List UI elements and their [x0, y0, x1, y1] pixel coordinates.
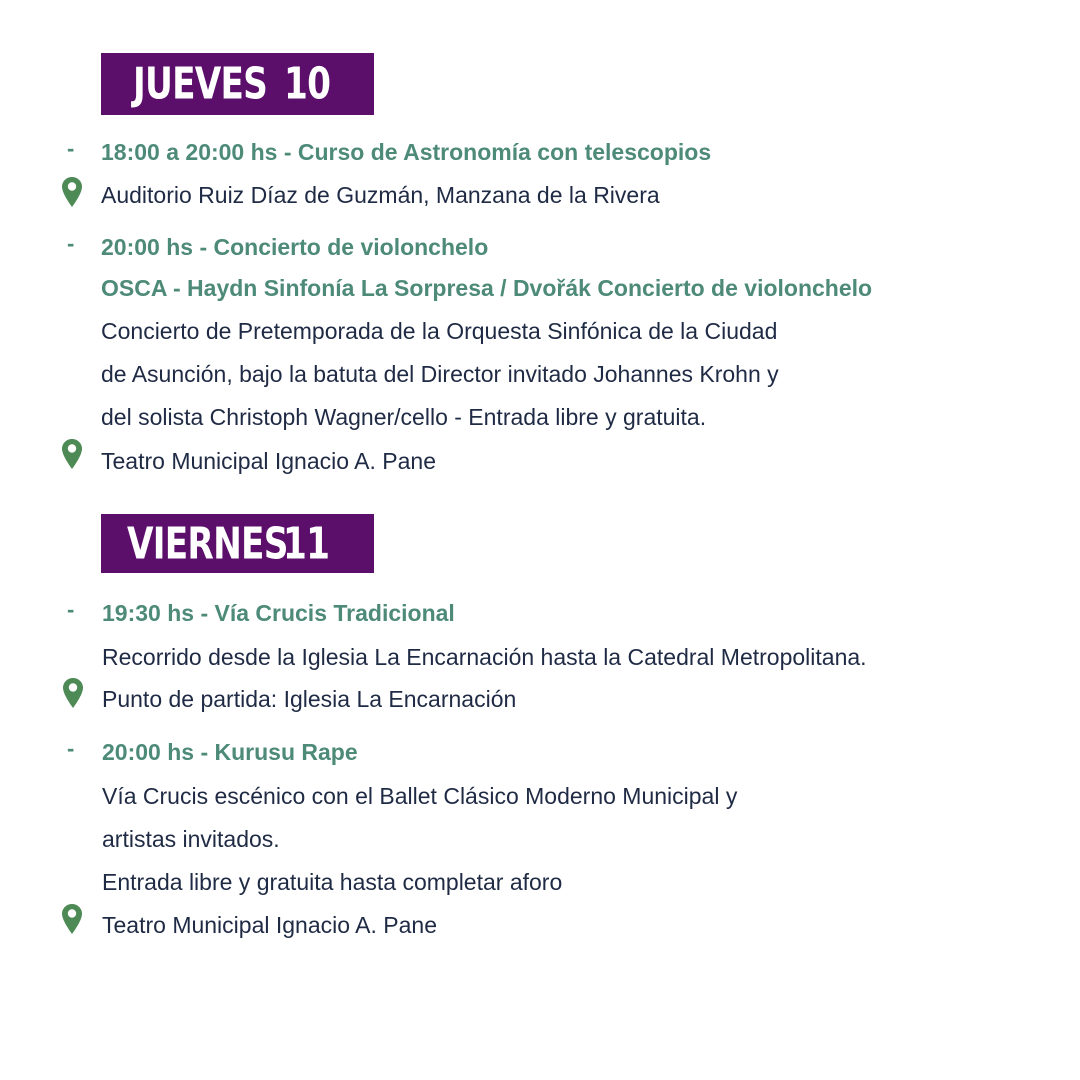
day-banner-viernes	[101, 514, 374, 573]
event-description-line: Vía Crucis escénico con el Ballet Clásico Moderno Municipal y	[102, 783, 738, 809]
event-title: 18:00 a 20:00 hs - Curso de Astronomía con telescopios	[101, 139, 712, 165]
event-title: 20:00 hs - Concierto de violonchelo	[101, 234, 489, 260]
event-description-line: del solista Christoph Wagner/cello - Entrada libre y gratuita.	[101, 404, 707, 430]
event-title: 19:30 hs - Vía Crucis Tradicional	[102, 600, 455, 626]
event-location: Teatro Municipal Ignacio A. Pane	[101, 448, 436, 474]
day-banner-jueves	[101, 53, 374, 115]
day-label: JUEVES	[133, 58, 268, 110]
event-description-line: artistas invitados.	[102, 826, 280, 852]
map-pin-icon	[61, 438, 83, 470]
day-label: VIERNES	[127, 518, 288, 569]
event-subtitle: OSCA - Haydn Sinfonía La Sorpresa / Dvořák Concierto de violonchelo	[101, 275, 873, 301]
day-number: 10	[284, 58, 331, 110]
event-description-line: Recorrido desde la Iglesia La Encarnación hasta la Catedral Metropolitana.	[102, 644, 867, 670]
event-description-line: Entrada libre y gratuita hasta completar aforo	[102, 869, 563, 895]
bullet-dash: -	[67, 231, 75, 256]
bullet-dash: -	[67, 736, 75, 761]
bullet-dash: -	[67, 597, 75, 622]
map-pin-icon	[62, 677, 84, 709]
event-description-line: de Asunción, bajo la batuta del Director invitado Johannes Krohn y	[101, 361, 779, 387]
day-number: 11	[283, 518, 330, 569]
event-title: 20:00 hs - Kurusu Rape	[102, 739, 358, 765]
event-location: Auditorio Ruiz Díaz de Guzmán, Manzana de la Rivera	[101, 182, 660, 208]
bullet-dash: -	[67, 136, 75, 161]
map-pin-icon	[61, 176, 83, 208]
map-pin-icon	[61, 903, 83, 935]
event-location: Punto de partida: Iglesia La Encarnación	[102, 686, 517, 712]
event-location: Teatro Municipal Ignacio A. Pane	[102, 912, 437, 938]
event-description-line: Concierto de Pretemporada de la Orquesta Sinfónica de la Ciudad	[101, 318, 778, 344]
